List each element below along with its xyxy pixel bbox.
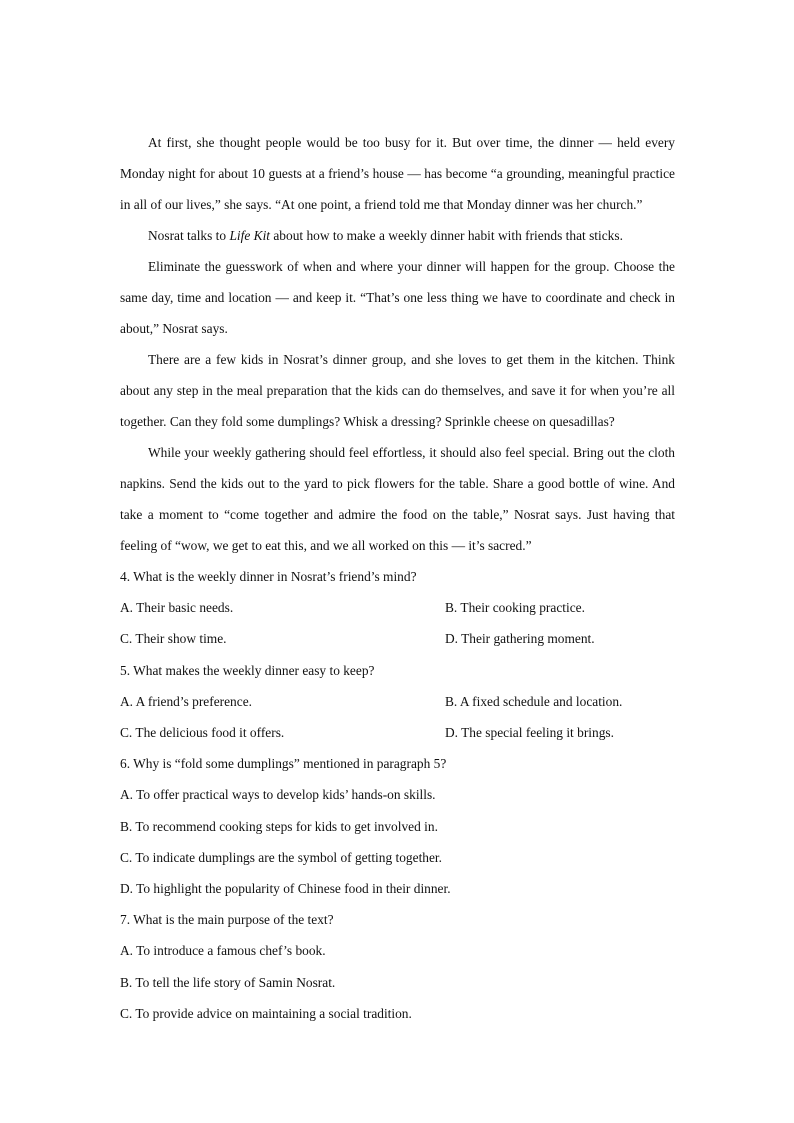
paragraph-5: While your weekly gathering should feel effortless, it should also feel special. Bring out the cloth napkins. Send the kids out to the yard to pick flowers for the table. Share a good bottle of wine. And take a moment to “come together and admire the food on the table,” Nosrat says. Just having that feeling of “wow, we get to eat this, and we all worked on this — it’s sacred.” bbox=[120, 445, 675, 553]
option-b: B. To tell the life story of Samin Nosrat. bbox=[120, 974, 336, 990]
paragraph-2 bbox=[120, 220, 675, 251]
option-d: D. To highlight the popularity of Chinese food in their dinner. bbox=[120, 881, 451, 897]
document-page bbox=[120, 127, 675, 1029]
option-c: C. Their show time. bbox=[120, 631, 227, 647]
option-c: C. To indicate dumplings are the symbol of getting together. bbox=[120, 849, 442, 865]
option-a: A. Their basic needs. bbox=[120, 600, 234, 616]
question-5 bbox=[120, 655, 675, 749]
question-stem: 5. What makes the weekly dinner easy to keep? bbox=[120, 662, 375, 678]
option-c: C. To provide advice on maintaining a social tradition. bbox=[120, 1005, 412, 1021]
option-a: A. To introduce a famous chef’s book. bbox=[120, 943, 326, 959]
option-a: A. A friend’s preference. bbox=[120, 693, 252, 709]
paragraph-4: There are a few kids in Nosrat’s dinner group, and she loves to get them in the kitchen. Think about any step in the meal preparation that the kids can do themselves, and save it for when you’re all together. Can they fold some dumplings? Whisk a dressing? Sprinkle cheese on quesadillas? bbox=[120, 352, 675, 429]
question-stem: 7. What is the main purpose of the text? bbox=[120, 912, 334, 928]
option-a: A. To offer practical ways to develop kids’ hands-on skills. bbox=[120, 787, 436, 803]
paragraph-2-italic: Life Kit bbox=[229, 228, 271, 243]
question-4 bbox=[120, 561, 675, 655]
question-stem: 6. Why is “fold some dumplings” mentioned in paragraph 5? bbox=[120, 756, 447, 772]
paragraph-2-before: Nosrat talks to bbox=[148, 228, 230, 243]
option-row bbox=[120, 717, 675, 748]
option-b: B. To recommend cooking steps for kids to get involved in. bbox=[120, 818, 438, 834]
paragraph-3: Eliminate the guesswork of when and where your dinner will happen for the group. Choose the same day, time and location — and keep it. “That’s one less thing we have to coordinate and check in about,” Nosrat says. bbox=[120, 259, 675, 336]
option-d: D. Their gathering moment. bbox=[445, 631, 595, 647]
paragraph-2-after: about how to make a weekly dinner habit with friends that sticks. bbox=[270, 228, 623, 243]
question-stem: 4. What is the weekly dinner in Nosrat’s friend’s mind? bbox=[120, 569, 417, 584]
option-b: B. Their cooking practice. bbox=[445, 600, 585, 616]
option-row bbox=[120, 623, 675, 654]
question-7 bbox=[120, 904, 675, 1029]
option-b: B. A fixed schedule and location. bbox=[445, 693, 623, 709]
option-c: C. The delicious food it offers. bbox=[120, 725, 285, 741]
option-row bbox=[120, 592, 675, 623]
option-row bbox=[120, 686, 675, 717]
paragraph-1: At first, she thought people would be too busy for it. But over time, the dinner — held every Monday night for about 10 guests at a friend’s house — has become “a grounding, meaningful practice in all of our lives,” she says. “At one point, a friend told me that Monday dinner was her church.” bbox=[120, 135, 675, 212]
option-d: D. The special feeling it brings. bbox=[445, 725, 614, 741]
question-6 bbox=[120, 748, 675, 904]
